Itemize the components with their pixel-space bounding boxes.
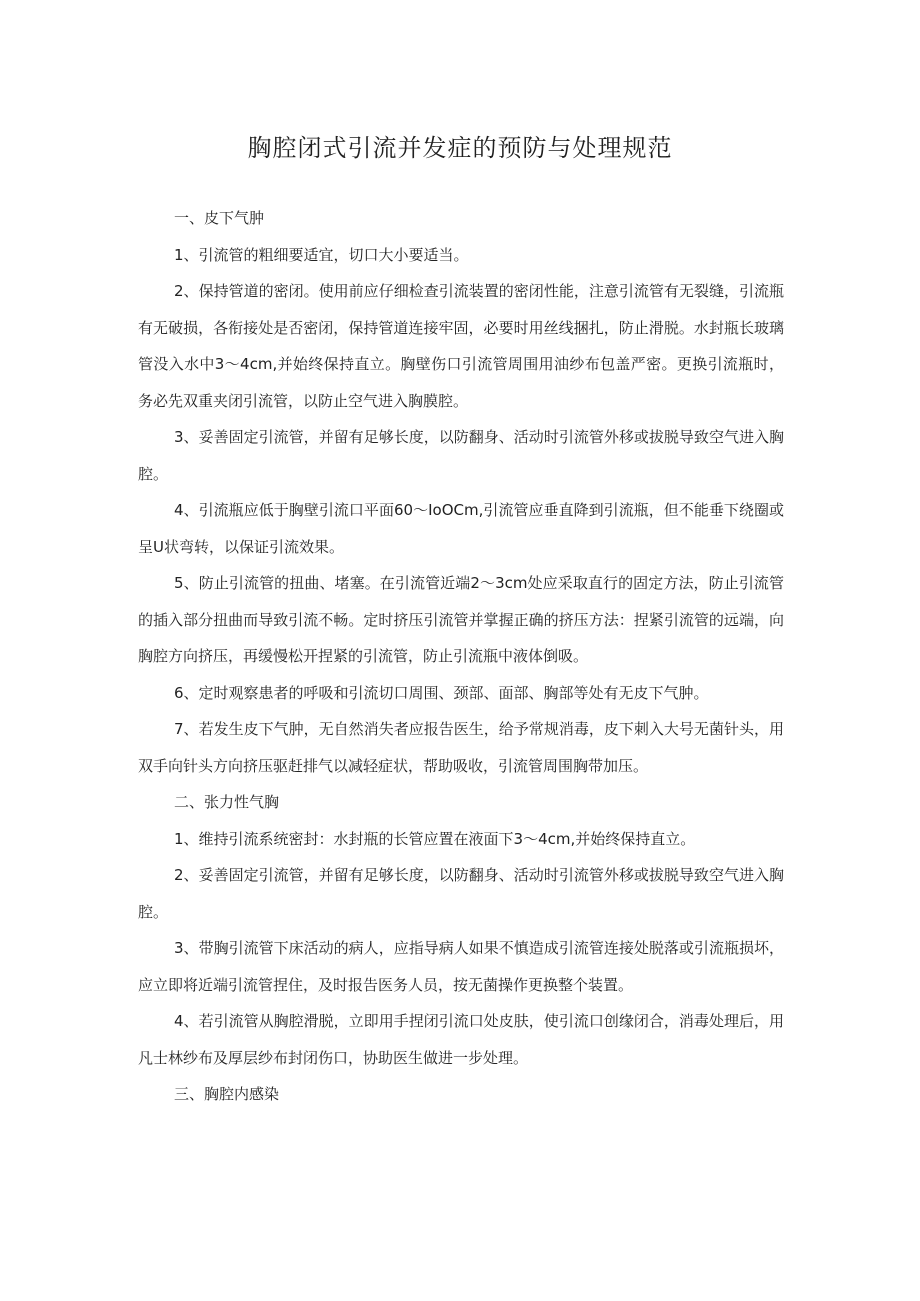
paragraph: 2、妥善固定引流管，并留有足够长度，以防翻身、活动时引流管外移或拔脱导致空气进入胸腔。 [138,866,784,921]
paragraph: 5、防止引流管的扭曲、堵塞。在引流管近端2～3cm处应采取直行的固定方法，防止引流管的插入部分扭曲而导致引流不畅。定时挤压引流管并掌握正确的挤压方法：捏紧引流管的远端，向胸腔方向挤压，再缓慢松开捏紧的引流管，防止引流瓶中液体倒吸。 [138,574,784,665]
paragraph: 4、引流瓶应低于胸壁引流口平面60～IoOCm,引流管应垂直降到引流瓶，但不能垂下绕圈或呈U状弯转，以保证引流效果。 [138,501,784,556]
paragraph: 3、妥善固定引流管，并留有足够长度，以防翻身、活动时引流管外移或拔脱导致空气进入胸腔。 [138,428,784,483]
paragraph: 7、若发生皮下气肿，无自然消失者应报告医生，给予常规消毒，皮下刺入大号无菌针头，用双手向针头方向挤压驱赶排气以减轻症状，帮助吸收，引流管周围胸带加压。 [138,720,784,775]
section-heading: 二、张力性气胸 [174,793,280,811]
section-subcutaneous-emphysema [138,200,784,784]
paragraph: 2、保持管道的密闭。使用前应仔细检查引流装置的密闭性能，注意引流管有无裂缝，引流瓶有无破损，各衔接处是否密闭，保持管道连接牢固，必要时用丝线捆扎，防止滑脱。水封瓶长玻璃管没入水中3～4cm,并始终保持直立。胸壁伤口引流管周围用油纱布包盖严密。更换引流瓶时，务必先双重夹闭引流管，以防止空气进入胸膜腔。 [138,282,784,410]
section-heading: 一、皮下气肿 [174,209,265,227]
paragraph: 1、引流管的粗细要适宜，切口大小要适当。 [174,245,469,264]
document-body [138,200,784,1113]
section-intrathoracic-infection [138,1076,784,1113]
paragraph: 1、维持引流系统密封：水封瓶的长管应置在液面下3～4cm,并始终保持直立。 [174,829,696,848]
paragraph: 3、带胸引流管下床活动的病人，应指导病人如果不慎造成引流管连接处脱落或引流瓶损坏，应立即将近端引流管捏住，及时报告医务人员，按无菌操作更换整个装置。 [138,939,784,994]
section-heading: 三、胸腔内感染 [174,1085,280,1103]
page-title: 胸腔闭式引流并发症的预防与处理规范 [247,134,673,162]
paragraph: 6、定时观察患者的呼吸和引流切口周围、颈部、面部、胸部等处有无皮下气肿。 [174,683,709,702]
section-tension-pneumothorax [138,784,784,1076]
paragraph: 4、若引流管从胸腔滑脱，立即用手捏闭引流口处皮肤，使引流口创缘闭合，消毒处理后，用凡士林纱布及厚层纱布封闭伤口，协助医生做进一步处理。 [138,1012,784,1067]
